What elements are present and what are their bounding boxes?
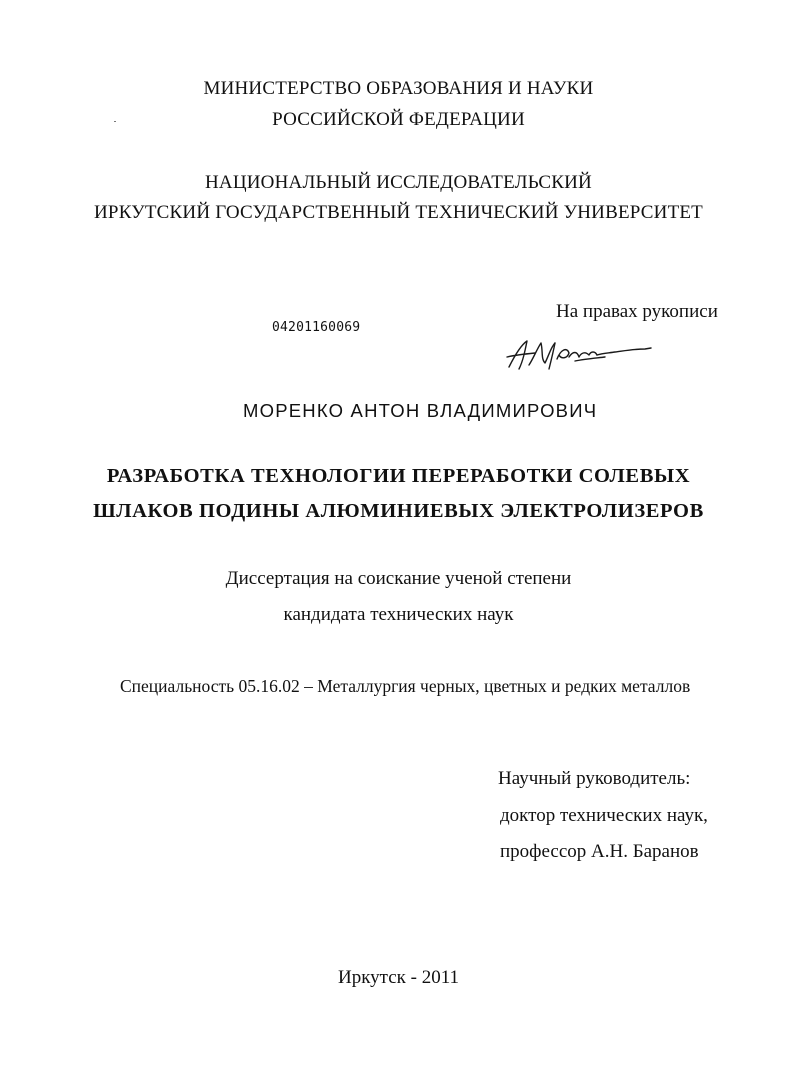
specialty: Специальность 05.16.02 – Металлургия черных, цветных и редких металлов	[120, 676, 691, 696]
degree-line-1: Диссертация на соискание ученой степени	[225, 568, 572, 589]
registration-number: 04201160069	[272, 320, 361, 335]
supervisor-label: Научный руководитель:	[498, 768, 691, 789]
supervisor-name: профессор А.Н. Баранов	[500, 841, 699, 862]
author-name: МОРЕНКО АНТОН ВЛАДИМИРОВИЧ	[243, 400, 598, 421]
university-line-2: ИРКУТСКИЙ ГОСУДАРСТВЕННЫЙ ТЕХНИЧЕСКИЙ УНИВЕРСИТЕТ	[94, 202, 703, 223]
thesis-title-line-2: ШЛАКОВ ПОДИНЫ АЛЮМИНИЕВЫХ ЭЛЕКТРОЛИЗЕРОВ	[93, 500, 704, 522]
supervisor-degree: доктор технических наук,	[500, 805, 708, 826]
university-line-1: НАЦИОНАЛЬНЫЙ ИССЛЕДОВАТЕЛЬСКИЙ	[205, 172, 592, 193]
ministry-line-1: МИНИСТЕРСТВО ОБРАЗОВАНИЯ И НАУКИ	[203, 78, 594, 99]
place-year: Иркутск - 2011	[337, 967, 459, 988]
signature-icon	[505, 335, 655, 375]
ministry-line-2: РОССИЙСКОЙ ФЕДЕРАЦИИ	[272, 109, 525, 130]
thesis-title-line-1: РАЗРАБОТКА ТЕХНОЛОГИИ ПЕРЕРАБОТКИ СОЛЕВЫХ	[106, 465, 691, 487]
degree-line-2: кандидата технических наук	[283, 604, 514, 625]
manuscript-rights: На правах рукописи	[556, 301, 718, 322]
